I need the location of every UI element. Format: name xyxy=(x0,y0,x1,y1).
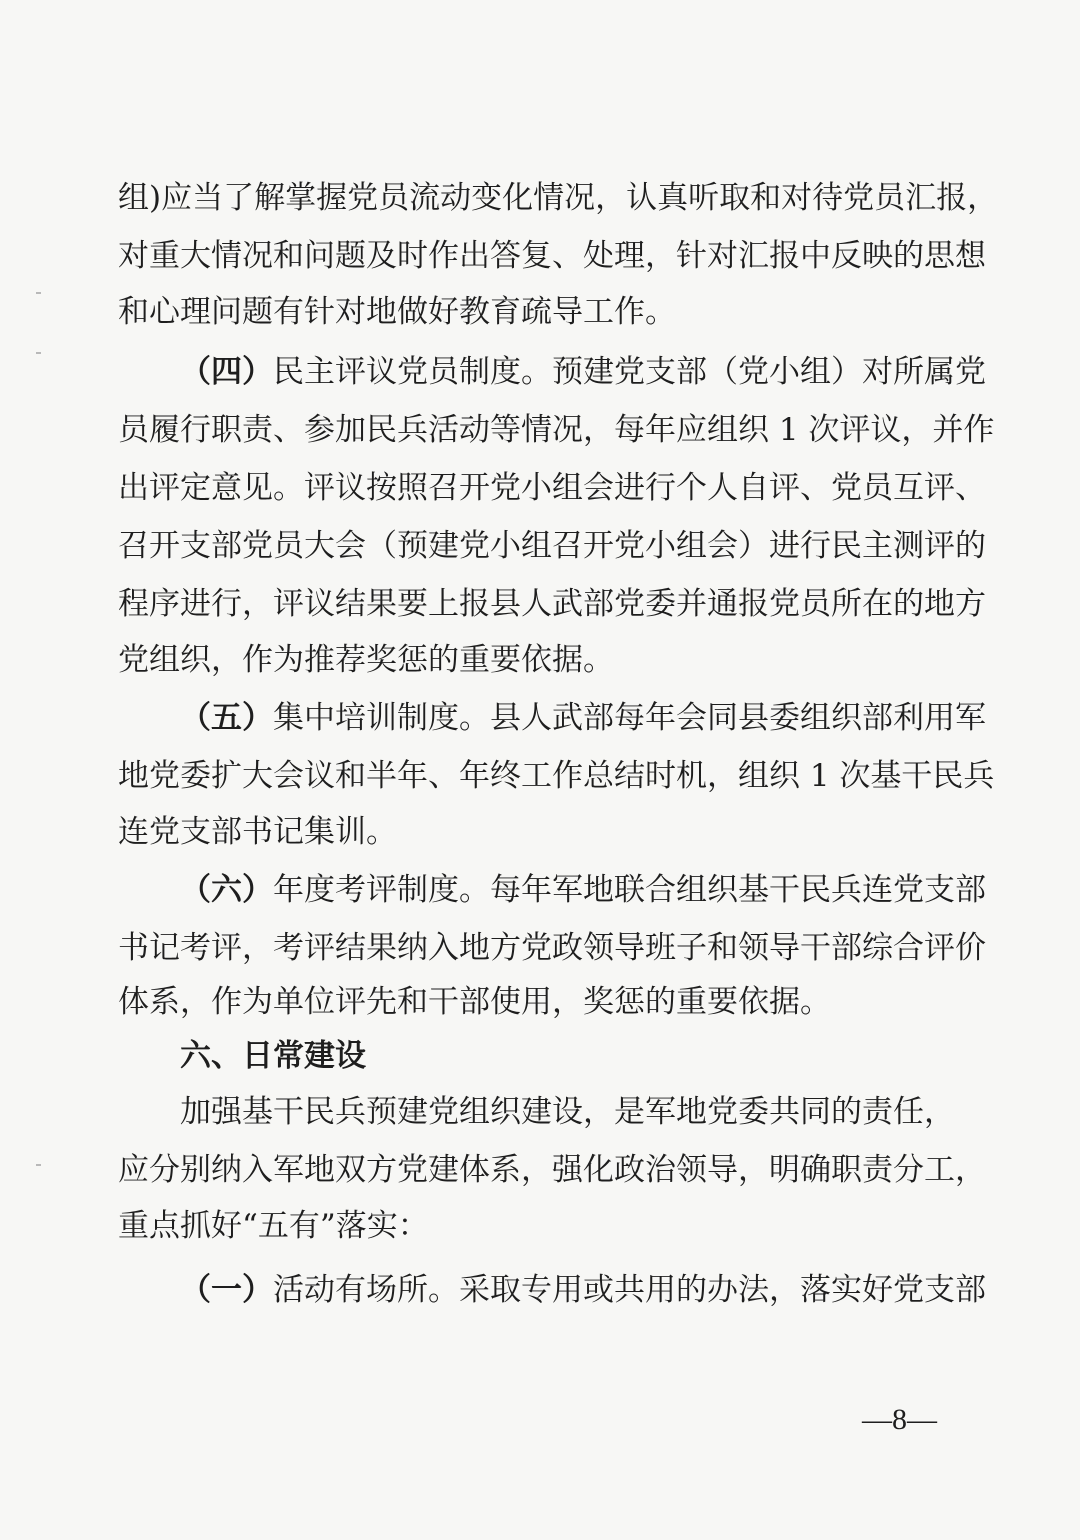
body-line: 地党委扩大会议和半年、年终工作总结时机，组织 1 次基干民兵 xyxy=(118,758,995,794)
margin-mark xyxy=(36,292,41,294)
body-line: 重点抓好“五有”落实： xyxy=(118,1208,429,1244)
body-line: 体系，作为单位评先和干部使用，奖惩的重要依据。 xyxy=(118,984,831,1020)
body-line: 连党支部书记集训。 xyxy=(118,814,397,850)
margin-mark xyxy=(36,352,41,354)
body-line: 程序进行，评议结果要上报县人武部党委并通报党员所在的地方 xyxy=(118,586,986,622)
body-line: 和心理问题有针对地做好教育疏导工作。 xyxy=(118,294,676,330)
marker-four: （四） xyxy=(180,354,273,390)
body-line: 党组织，作为推荐奖惩的重要依据。 xyxy=(118,642,614,678)
body-line: 书记考评，考评结果纳入地方党政领导班子和领导干部综合评价 xyxy=(118,930,986,966)
marker-six: （六） xyxy=(180,872,273,908)
body-line: 加强基干民兵预建党组织建设，是军地党委共同的责任， xyxy=(180,1094,955,1130)
body-line: 召开支部党员大会（预建党小组召开党小组会）进行民主测评的 xyxy=(118,528,986,564)
marker-five: （五） xyxy=(180,700,273,736)
paragraph-five-first-line: （五）集中培训制度。县人武部每年会同县委组织部利用军 xyxy=(180,700,986,736)
body-line: 对重大情况和问题及时作出答复、处理，针对汇报中反映的思想 xyxy=(118,238,986,274)
body-line: 出评定意见。评议按照召开党小组会进行个人自评、党员互评、 xyxy=(118,470,986,506)
margin-mark xyxy=(36,1164,41,1166)
item-one-first-line: （一）活动有场所。采取专用或共用的办法，落实好党支部 xyxy=(180,1272,986,1308)
body-line: 应分别纳入军地双方党建体系，强化政治领导，明确职责分工， xyxy=(118,1152,986,1188)
body-line: 组)应当了解掌握党员流动变化情况，认真听取和对待党员汇报， xyxy=(118,180,999,216)
paragraph-six-first-line: （六）年度考评制度。每年军地联合组织基干民兵连党支部 xyxy=(180,872,986,908)
marker-one: （一） xyxy=(180,1272,273,1308)
page-number: —8— xyxy=(862,1403,937,1436)
paragraph-four-first-line: （四）民主评议党员制度。预建党支部（党小组）对所属党 xyxy=(180,354,986,390)
body-line: 员履行职责、参加民兵活动等情况，每年应组织 1 次评议，并作 xyxy=(118,412,995,448)
section-heading: 六、日常建设 xyxy=(180,1038,366,1074)
